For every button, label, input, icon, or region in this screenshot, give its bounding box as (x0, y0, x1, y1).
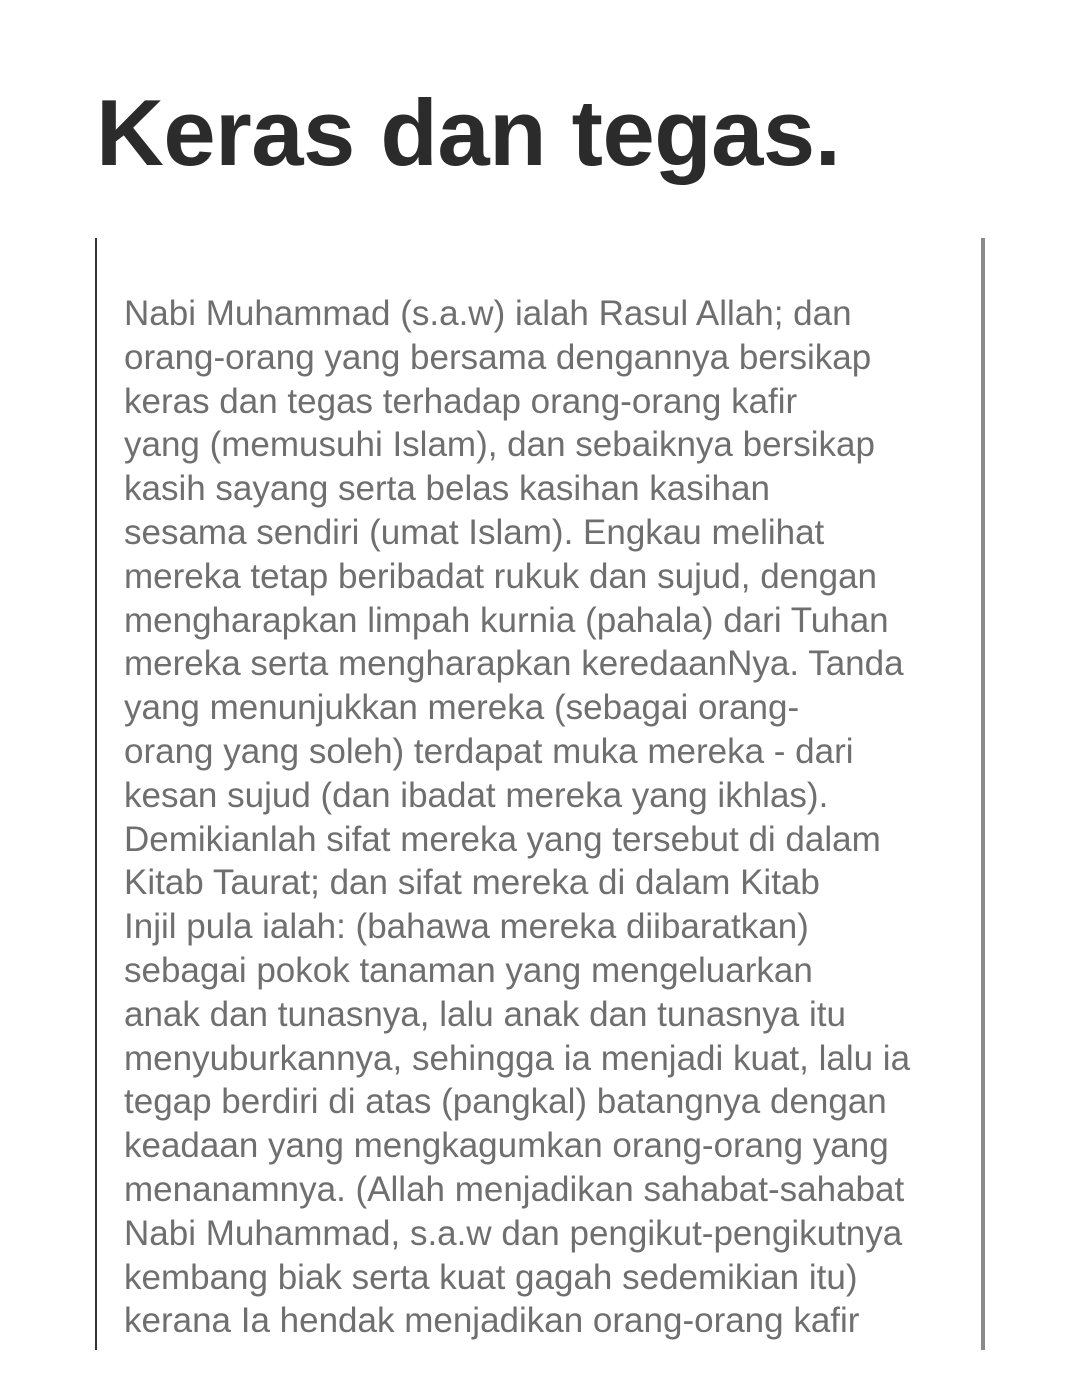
quote-line: mereka tetap beribadat rukuk dan sujud, dengan (124, 556, 878, 596)
quote-line: Demikianlah sifat mereka yang tersebut di dalam (124, 819, 881, 859)
quote-line: tegap berdiri di atas (pangkal) batangnya dengan (124, 1082, 887, 1122)
quote-line: sesama sendiri (umat Islam). Engkau melihat (124, 512, 825, 552)
quote-block[interactable] (95, 238, 985, 1350)
quote-line: kerana Ia hendak menjadikan orang-orang kafir (124, 1301, 860, 1341)
quote-line: kasih sayang serta belas kasihan kasihan (124, 469, 770, 509)
quote-line: keras dan tegas terhadap orang-orang kafir (124, 381, 798, 421)
quote-line: menanamnya. (Allah menjadikan sahabat-sahabat (124, 1169, 905, 1209)
quote-line: sebagai pokok tanaman yang mengeluarkan (124, 950, 813, 990)
quote-line: anak dan tunasnya, lalu anak dan tunasnya itu (124, 994, 846, 1034)
quote-line: mengharapkan limpah kurnia (pahala) dari Tuhan (124, 600, 889, 640)
quote-line: Nabi Muhammad, s.a.w dan pengikut-pengikutnya (124, 1213, 903, 1253)
quote-line: orang-orang yang bersama dengannya bersikap (124, 337, 872, 377)
article-heading: Keras dan tegas. (96, 80, 841, 185)
quote-line: Kitab Taurat; dan sifat mereka di dalam Kitab (124, 863, 820, 903)
quote-line: Injil pula ialah: (bahawa mereka diibaratkan) (124, 907, 809, 947)
quote-line: menyuburkannya, sehingga ia menjadi kuat, lalu ia (124, 1038, 911, 1078)
quote-line: yang menunjukkan mereka (sebagai orang- (124, 688, 800, 728)
quote-text (124, 292, 910, 1343)
quote-line: keadaan yang mengkagumkan orang-orang yang (124, 1126, 889, 1166)
quote-line: kesan sujud (dan ibadat mereka yang ikhlas). (124, 775, 829, 815)
quote-line: orang yang soleh) terdapat muka mereka - dari (124, 731, 854, 771)
quote-line: yang (memusuhi Islam), dan sebaiknya bersikap (124, 425, 875, 465)
quote-line: kembang biak serta kuat gagah sedemikian itu) (124, 1257, 858, 1297)
quote-line: mereka serta mengharapkan keredaanNya. Tanda (124, 644, 904, 684)
quote-line: Nabi Muhammad (s.a.w) ialah Rasul Allah; dan (124, 294, 852, 333)
